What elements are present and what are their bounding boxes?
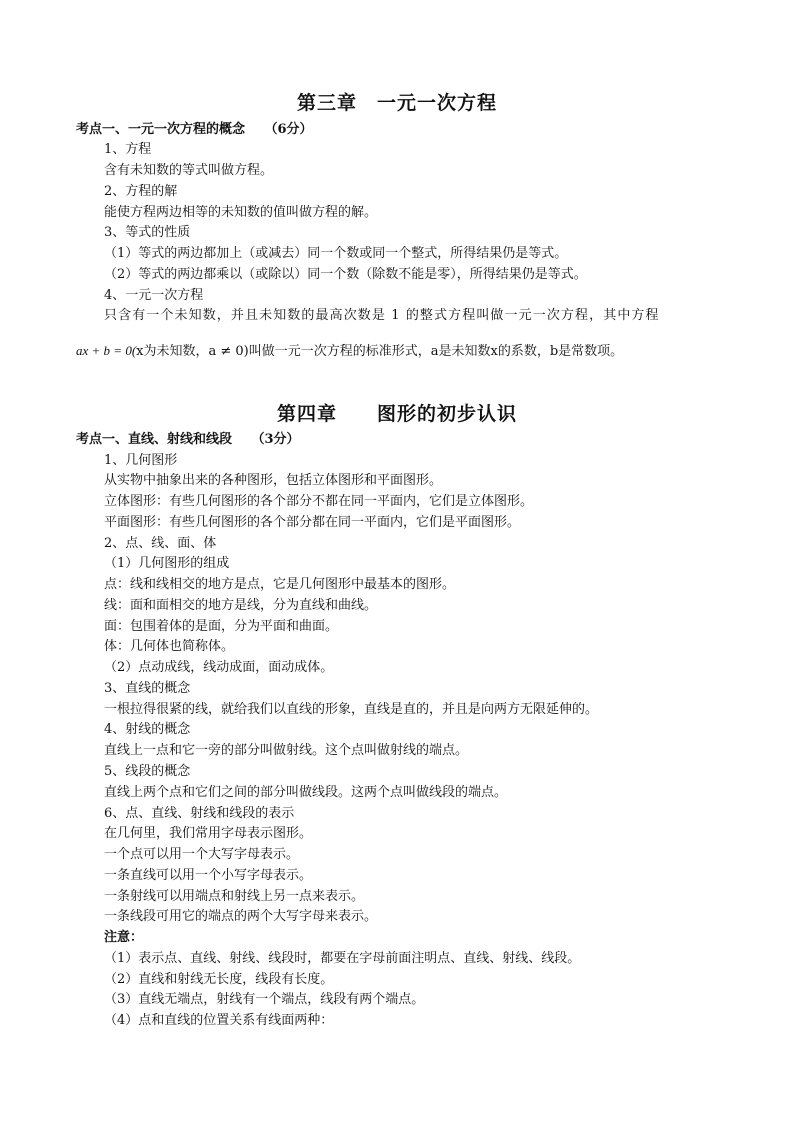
ch3-line: 能使方程两边相等的未知数的值叫做方程的解。: [104, 205, 378, 220]
ch3-line: 4、一元一次方程: [104, 288, 204, 303]
ch4-line: 从实物中抽象出来的各种图形，包括立体图形和平面图形。: [104, 473, 443, 488]
ch4-line: 4、射线的概念: [104, 722, 191, 737]
ch3-line: 只含有一个未知数，并且未知数的最高次数是 1 的整式方程叫做一元一次方程，其中方程: [104, 308, 660, 323]
ch4-line: 一条射线可以用端点和射线上另一点来表示。: [104, 889, 365, 904]
ch3-line: （2）等式的两边都乘以（或除以）同一个数（除数不能是零），所得结果仍是等式。: [104, 267, 587, 282]
ch4-line: 一个点可以用一个大写字母表示。: [104, 847, 300, 862]
chapter-4-title: 第四章 图形的初步认识: [276, 403, 517, 425]
ch4-line: 点：线和线相交的地方是点，它是几何图形中最基本的图形。: [104, 577, 456, 592]
ch4-line: （4）点和直线的位置关系有线面两种：: [104, 1013, 334, 1028]
ch4-line: 5、线段的概念: [104, 764, 191, 779]
ch3-line: 1、方程: [104, 142, 152, 157]
ch4-line: 一根拉得很紧的线，就给我们以直线的形象，直线是直的，并且是向两方无限延伸的。: [104, 702, 599, 717]
standard-form-equation: ax + b = 0(: [76, 343, 137, 358]
ch4-line: （1）几何图形的组成: [104, 556, 230, 571]
ch3-formula-line: [76, 340, 623, 359]
chapter-3-section-heading: 考点一、一元一次方程的概念 （6分）: [76, 122, 313, 137]
formula-description: x为未知数，a ≠ 0)叫做一元一次方程的标准形式，a是未知数x的系数，b是常数项。: [136, 344, 624, 359]
ch3-line: （1）等式的两边都加上（或减去）同一个数或同一个整式，所得结果仍是等式。: [104, 246, 568, 261]
ch3-line: 3、等式的性质: [104, 225, 191, 240]
ch4-line: 6、点、直线、射线和线段的表示: [104, 806, 295, 821]
note-heading: 注意：: [104, 930, 144, 945]
ch4-line: （2）直线和射线无长度，线段有长度。: [104, 972, 334, 987]
ch4-line: 一条直线可以用一个小写字母表示。: [104, 868, 313, 883]
ch4-line: （2）点动成线，线动成面，面动成体。: [104, 660, 334, 675]
ch4-line: 直线上一点和它一旁的部分叫做射线。这个点叫做射线的端点。: [104, 743, 469, 758]
ch4-line: 直线上两个点和它们之间的部分叫做线段。这两个点叫做线段的端点。: [104, 785, 508, 800]
ch4-line: 线：面和面相交的地方是线，分为直线和曲线。: [104, 598, 378, 613]
ch4-line: （3）直线无端点，射线有一个端点，线段有两个端点。: [104, 992, 425, 1007]
ch4-line: 一条线段可用它的端点的两个大写字母来表示。: [104, 909, 378, 924]
ch4-line: 面：包围着体的是面，分为平面和曲面。: [104, 619, 339, 634]
ch4-line: 体：几何体也简称体。: [104, 639, 235, 654]
ch4-line: 立体图形：有些几何图形的各个部分不都在同一平面内，它们是立体图形。: [104, 494, 534, 509]
chapter-3-title: 第三章 一元一次方程: [296, 92, 497, 114]
ch4-line: 1、几何图形: [104, 453, 178, 468]
ch4-line: （1）表示点、直线、射线、线段时，都要在字母前面注明点、直线、射线、线段。: [104, 951, 581, 966]
ch4-line: 在几何里，我们常用字母表示图形。: [104, 826, 313, 841]
ch3-line: 含有未知数的等式叫做方程。: [104, 163, 274, 178]
ch4-line: 3、直线的概念: [104, 681, 191, 696]
ch4-line: 2、点、线、面、体: [104, 536, 217, 551]
ch4-line: 平面图形：有些几何图形的各个部分都在同一平面内，它们是平面图形。: [104, 515, 521, 530]
ch3-line: 2、方程的解: [104, 184, 178, 199]
chapter-4-section-heading: 考点一、直线、射线和线段 （3分）: [76, 432, 300, 447]
